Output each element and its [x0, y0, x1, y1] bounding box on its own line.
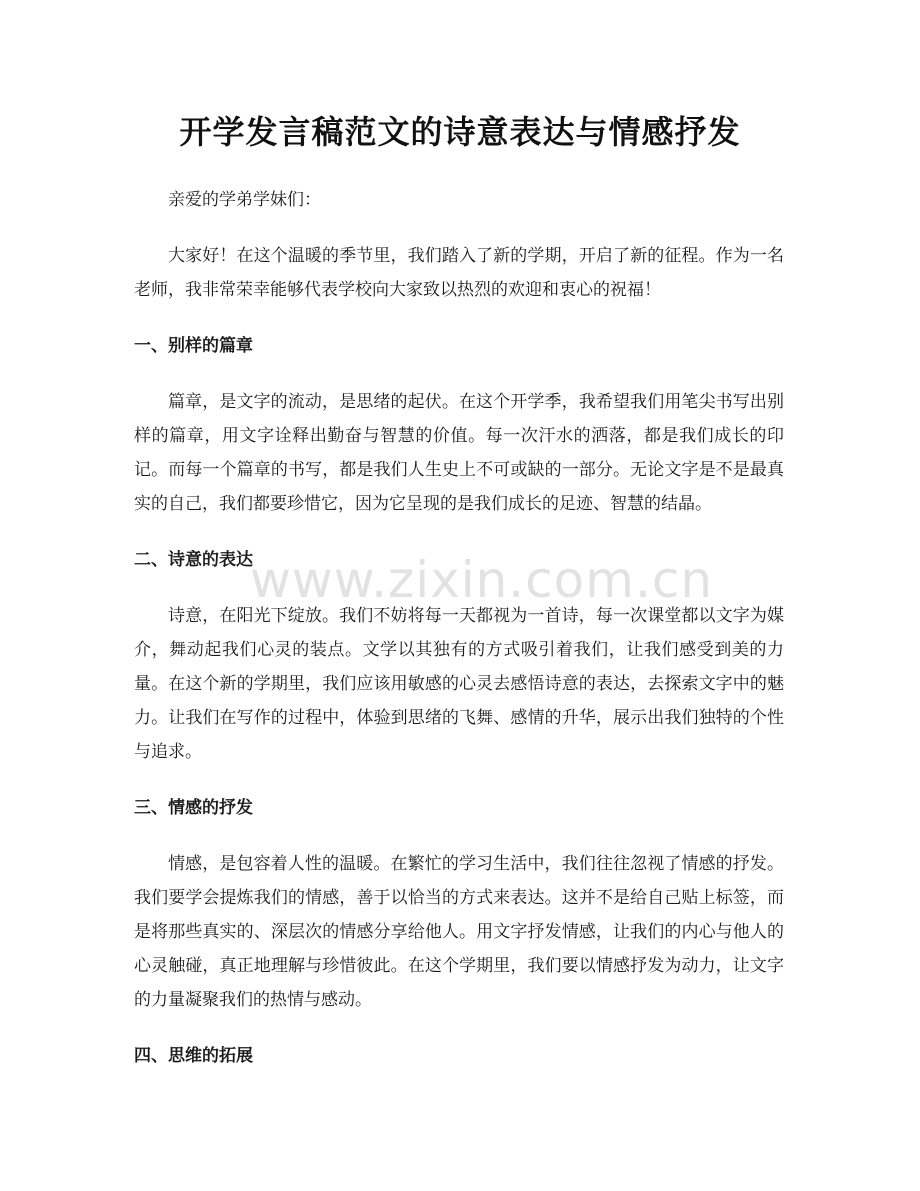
document-body: [134, 183, 784, 1073]
section-body-1: 篇章，是文字的流动，是思绪的起伏。在这个开学季，我希望我们用笔尖书写出别样的篇章，用文字诠释出勤奋与智慧的价值。每一次汗水的洒落，都是我们成长的印记。而每一个篇章的书写，都是我们人生史上不可或缺的一部分。无论文字是不是最真实的自己，我们都要珍惜它，因为它呈现的是我们成长的足迹、智慧的结晶。: [134, 392, 784, 514]
section-heading-4: 四、思维的拓展: [134, 1046, 253, 1066]
section-body-2: 诗意，在阳光下绽放。我们不妨将每一天都视为一首诗，每一次课堂都以文字为媒介，舞动起我们心灵的装点。文学以其独有的方式吸引着我们，让我们感受到美的力量。在这个新的学期里，我们应该用敏感的心灵去感悟诗意的表达，去探索文字中的魅力。让我们在写作的过程中，体验到思绪的飞舞、感情的升华，展示出我们独特的个性与追求。: [134, 606, 784, 762]
watermark: www.zixin.com.cn: [250, 551, 714, 609]
salutation: 亲爱的学弟学妹们：: [168, 190, 321, 210]
section-heading-1: 一、别样的篇章: [134, 336, 253, 356]
intro-paragraph: 大家好！在这个温暖的季节里，我们踏入了新的学期，开启了新的征程。作为一名老师，我非常荣幸能够代表学校向大家致以热烈的欢迎和衷心的祝福！: [134, 246, 784, 300]
section-heading-2: 二、诗意的表达: [134, 550, 253, 570]
section-body-3: 情感，是包容着人性的温暖。在繁忙的学习生活中，我们往往忽视了情感的抒发。我们要学会提炼我们的情感，善于以恰当的方式来表达。这并不是给自己贴上标签，而是将那些真实的、深层次的情感分享给他人。用文字抒发情感，让我们的内心与他人的心灵触碰，真正地理解与珍惜彼此。在这个学期里，我们要以情感抒发为动力，让文字的力量凝聚我们的热情与感动。: [134, 854, 784, 1010]
page-title: 开学发言稿范文的诗意表达与情感抒发: [179, 113, 741, 151]
section-heading-3: 三、情感的抒发: [134, 798, 253, 818]
